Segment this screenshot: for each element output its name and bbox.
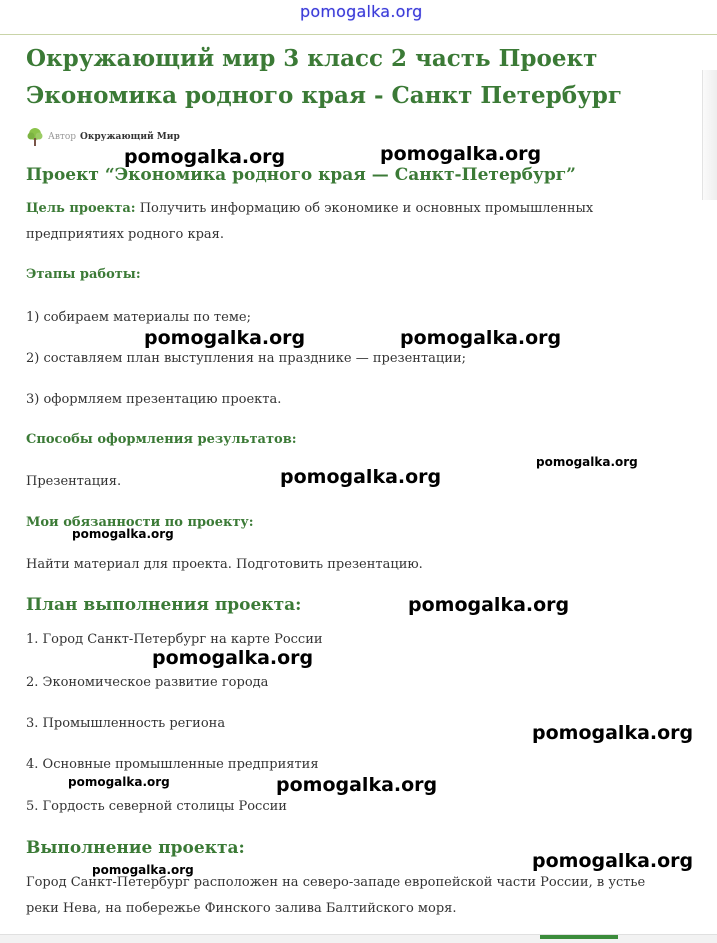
bottom-button[interactable] bbox=[540, 935, 618, 939]
title-line-2: Экономика родного края - Санкт Петербург bbox=[26, 82, 622, 109]
plan-title: План выполнения проекта: bbox=[26, 595, 302, 615]
stage-item: 2) составляем план выступления на празднике — презентации; bbox=[26, 351, 466, 366]
watermark: pomogalka.org bbox=[152, 647, 314, 669]
author-label: Автор bbox=[48, 132, 77, 142]
stage-item: 3) оформляем презентацию проекта. bbox=[26, 392, 282, 407]
plan-item: 1. Город Санкт-Петербург на карте России bbox=[26, 632, 323, 647]
stage-item: 1) собираем материалы по теме; bbox=[26, 310, 251, 325]
goal-text-1: Получить информацию об экономике и основных промышленных bbox=[139, 201, 594, 216]
plan-item: 3. Промышленность региона bbox=[26, 716, 226, 731]
watermark: pomogalka.org bbox=[92, 863, 194, 877]
execution-text-1: Город Санкт-Петербург расположен на северо-западе европейской части России, в устье bbox=[26, 875, 646, 890]
watermark: pomogalka.org bbox=[532, 850, 694, 872]
watermark: pomogalka.org bbox=[68, 775, 170, 789]
plan-item: 4. Основные промышленные предприятия bbox=[26, 757, 319, 772]
author-name[interactable]: Окружающий Мир bbox=[80, 132, 180, 142]
duties-text: Найти материал для проекта. Подготовить презентацию. bbox=[26, 557, 423, 572]
plan-item: 5. Гордость северной столицы России bbox=[26, 799, 287, 814]
watermark: pomogalka.org bbox=[380, 143, 542, 165]
article-title bbox=[26, 40, 694, 114]
goal-paragraph bbox=[26, 196, 694, 248]
bottom-bar bbox=[0, 934, 717, 943]
execution-paragraph bbox=[26, 870, 694, 922]
sidebar-edge bbox=[702, 70, 717, 200]
duties-label: Мои обязанности по проекту: bbox=[26, 515, 254, 530]
methods-text: Презентация. bbox=[26, 474, 122, 489]
tree-icon bbox=[26, 127, 44, 147]
watermark: pomogalka.org bbox=[400, 327, 562, 349]
watermark: pomogalka.org bbox=[276, 774, 438, 796]
watermark: pomogalka.org bbox=[124, 146, 286, 168]
stages-label: Этапы работы: bbox=[26, 267, 141, 282]
title-line-1: Окружающий мир 3 класс 2 часть Проект bbox=[26, 45, 598, 72]
author-meta bbox=[26, 126, 180, 148]
execution-text-2: реки Нева, на побережье Финского залива Балтийского моря. bbox=[26, 901, 457, 916]
watermark: pomogalka.org bbox=[72, 527, 174, 541]
watermark: pomogalka.org bbox=[280, 466, 442, 488]
goal-text-2: предприятиях родного края. bbox=[26, 227, 225, 242]
section-title: Проект “Экономика родного края — Санкт-Петербург” bbox=[26, 165, 576, 185]
watermark: pomogalka.org bbox=[536, 455, 638, 469]
site-logo[interactable]: pomogalka.org bbox=[300, 2, 423, 21]
methods-label: Способы оформления результатов: bbox=[26, 432, 297, 447]
watermark: pomogalka.org bbox=[532, 722, 694, 744]
watermark: pomogalka.org bbox=[144, 327, 306, 349]
watermark: pomogalka.org bbox=[408, 594, 570, 616]
site-header bbox=[0, 0, 717, 35]
execution-title: Выполнение проекта: bbox=[26, 838, 245, 858]
goal-label: Цель проекта: bbox=[26, 201, 136, 216]
plan-item: 2. Экономическое развитие города bbox=[26, 675, 269, 690]
